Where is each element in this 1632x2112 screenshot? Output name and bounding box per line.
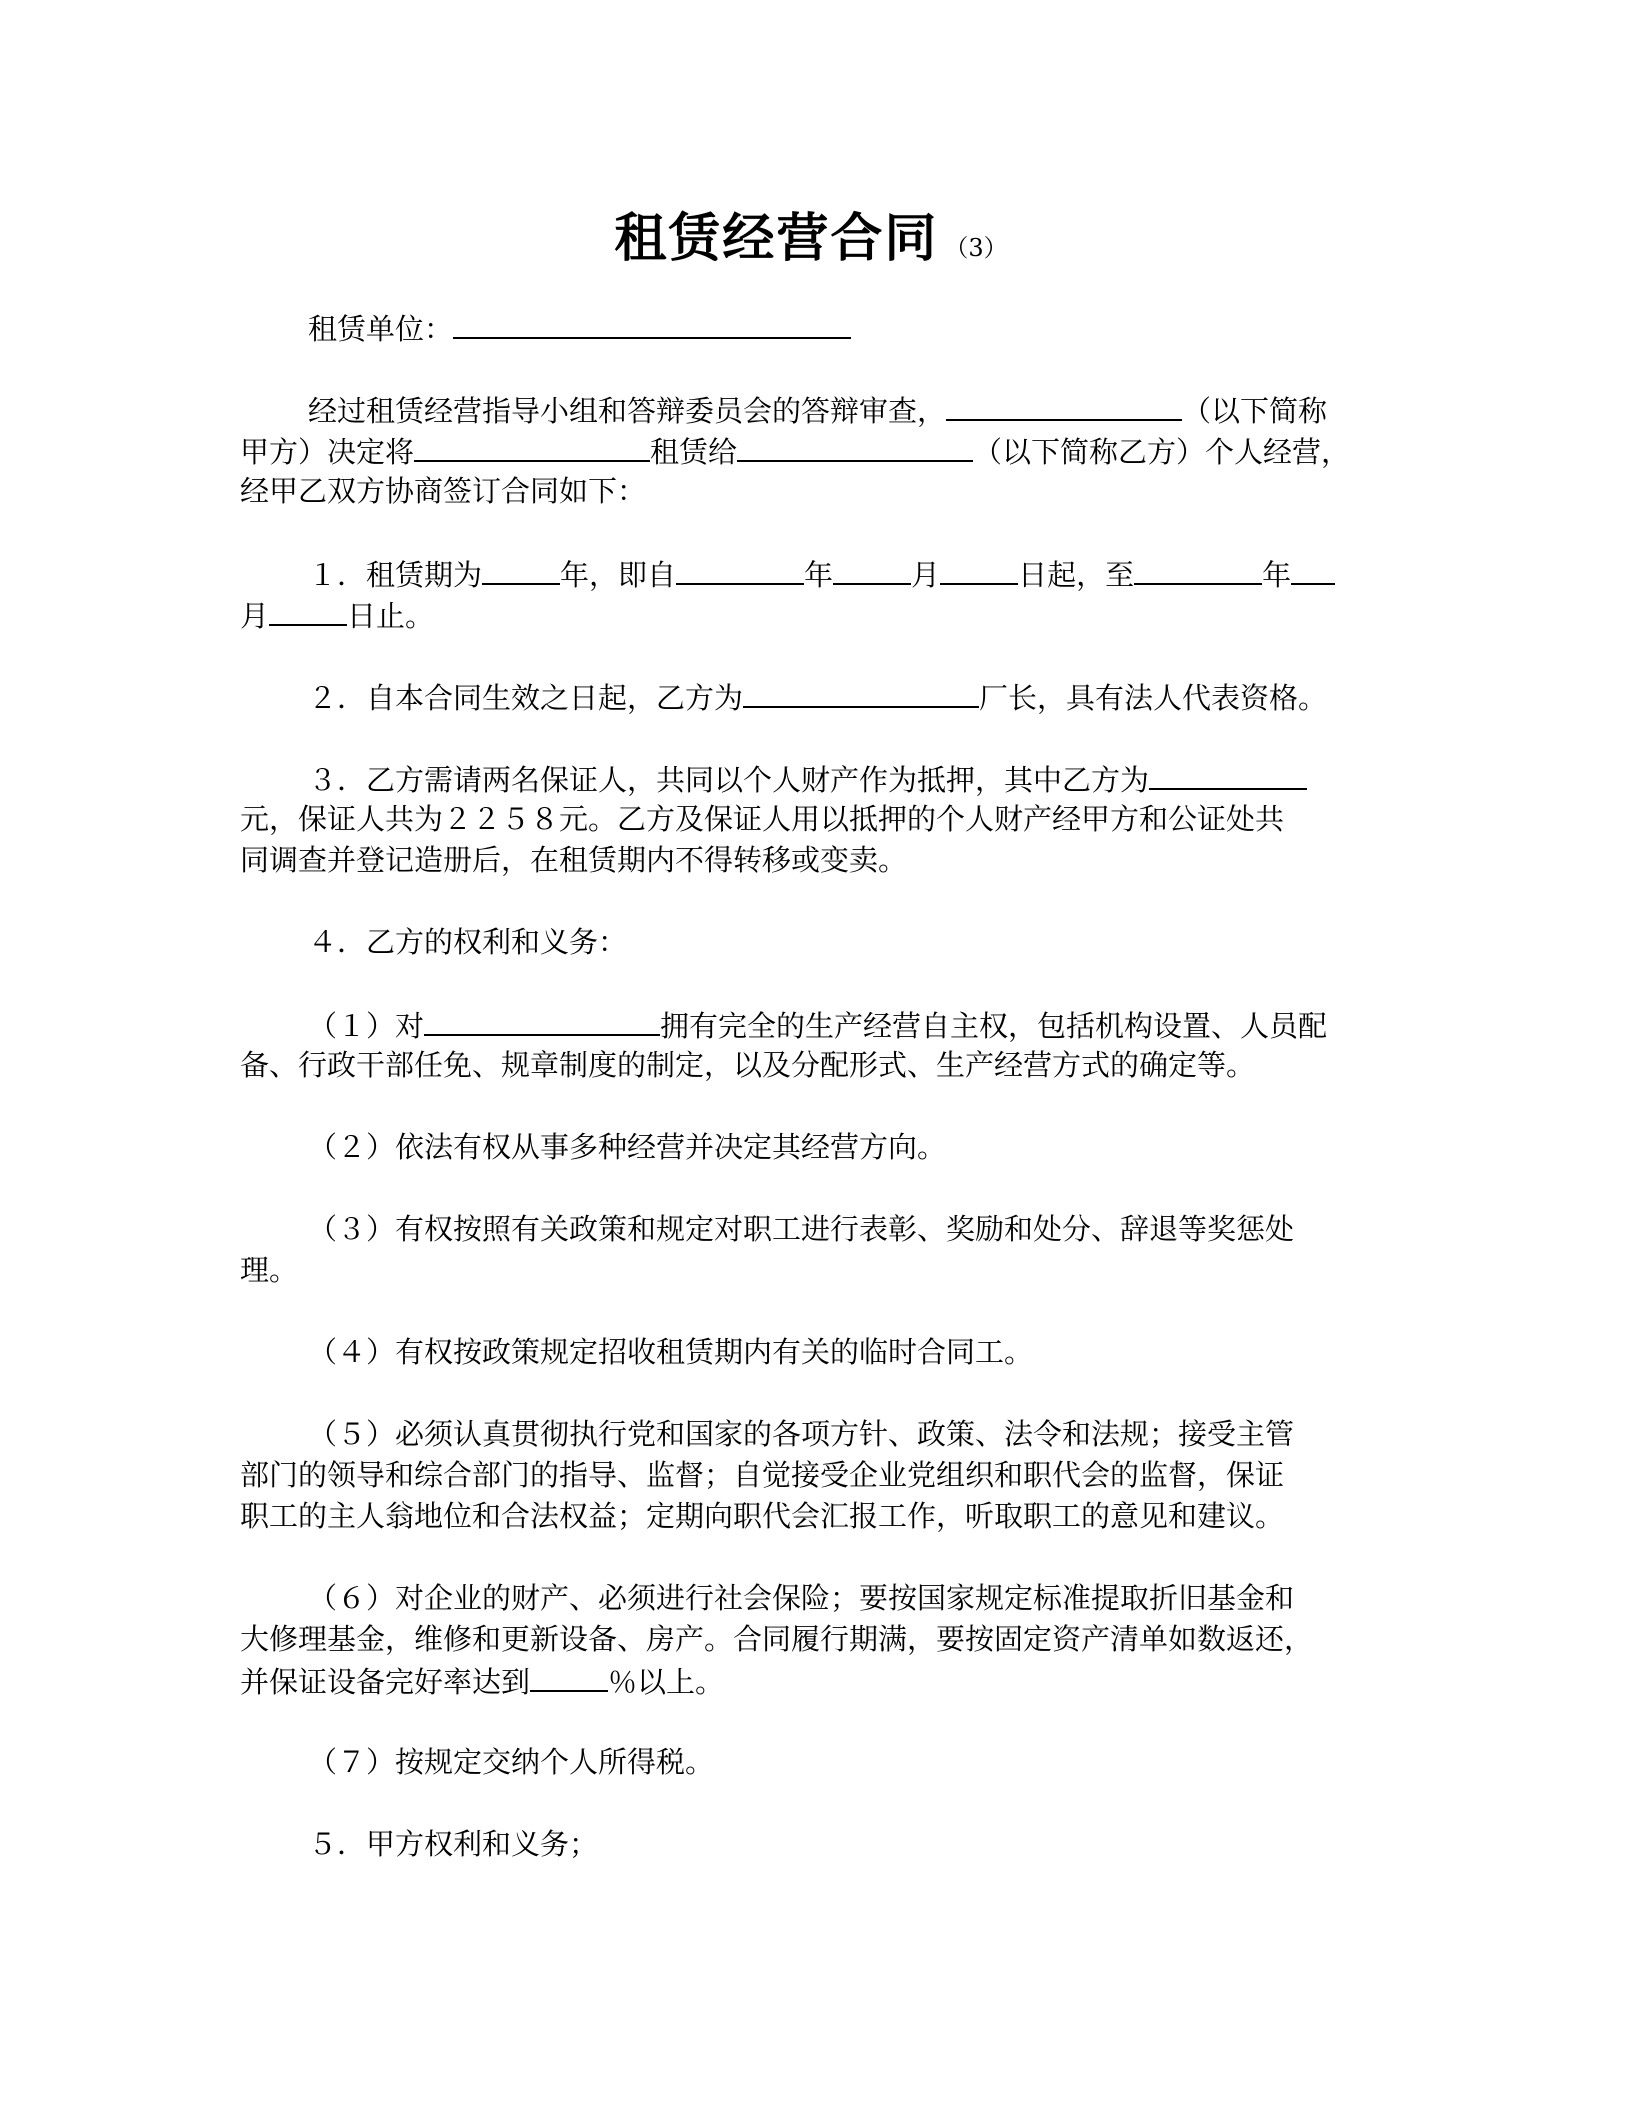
leased-object-blank — [414, 430, 650, 462]
intro-text-2c: （以下简称乙方）个人经营， — [973, 435, 1351, 469]
clause-3-line-2 — [240, 799, 1382, 840]
clause-1-line-1 — [240, 553, 1450, 596]
item-1-text-a: （１）对 — [308, 1009, 425, 1043]
clause-4-item-3-line-2 — [240, 1250, 1382, 1291]
clause-4-heading-text: ４．乙方的权利和义务： — [308, 925, 628, 959]
lessor-unit-blank — [453, 307, 851, 339]
clause-1-text-a: １．租赁期为 — [308, 558, 483, 592]
clause-2-text-a: ２．自本合同生效之日起，乙方为 — [308, 681, 744, 715]
item-7-text: （７）按规定交纳个人所得税。 — [308, 1745, 715, 1779]
clause-1-text-b: 年，即自 — [560, 558, 677, 592]
start-month-blank — [833, 553, 911, 585]
enterprise-blank — [424, 1004, 660, 1036]
intro-text-2b: 租赁给 — [650, 435, 738, 469]
item-1-text-b: 拥有完全的生产经营自主权，包括机构设置、人员配 — [660, 1009, 1328, 1043]
clause-3-text-a: ３．乙方需请两名保证人，共同以个人财产作为抵押，其中乙方为 — [308, 763, 1150, 797]
intro-line-3 — [240, 471, 1382, 512]
clause-4-item-5-line-2 — [240, 1455, 1382, 1496]
clause-4-item-1-line-1 — [240, 1004, 1450, 1047]
clause-1-text-c: 年 — [804, 558, 834, 592]
end-month-blank — [1291, 553, 1335, 585]
clause-4-item-5-line-1 — [240, 1414, 1450, 1455]
clause-1-text-e: 日起，至 — [1018, 558, 1135, 592]
clause-4-item-2 — [240, 1127, 1450, 1168]
clause-1-text-g: 月 — [240, 599, 270, 633]
item-5-text-3: 职工的主人翁地位和合法权益；定期向职代会汇报工作，听取职工的意见和建议。 — [240, 1499, 1285, 1533]
item-2-text: （２）依法有权从事多种经营并决定其经营方向。 — [308, 1130, 947, 1164]
item-3-text-2: 理。 — [240, 1253, 299, 1287]
start-day-blank — [940, 553, 1018, 585]
document-title — [240, 196, 1382, 271]
item-6-text-1: （６）对企业的财产、必须进行社会保险；要按国家规定标准提取折旧基金和 — [308, 1581, 1295, 1615]
clause-4-item-6-line-3 — [240, 1660, 1382, 1703]
director-blank — [743, 676, 979, 708]
clause-2 — [240, 676, 1450, 719]
item-6-text-3b: ％以上。 — [608, 1665, 725, 1699]
term-years-blank — [482, 553, 560, 585]
party-b-amount-blank — [1149, 758, 1307, 790]
party-b-blank — [737, 430, 973, 462]
item-4-text: （４）有权按政策规定招收租赁期内有关的临时合同工。 — [308, 1335, 1034, 1369]
end-day-blank — [269, 594, 347, 626]
item-3-text-1: （３）有权按照有关政策和规定对职工进行表彰、奖励和处分、辞退等奖惩处 — [308, 1212, 1295, 1246]
intro-text-1-end: （以下简称 — [1182, 394, 1328, 428]
item-1-text-2: 备、行政干部任免、规章制度的制定，以及分配形式、生产经营方式的确定等。 — [240, 1048, 1256, 1082]
lessor-unit-label: 租赁单位： — [308, 312, 454, 346]
item-6-text-2: 大修理基金，维修和更新设备、房产。合同履行期满，要按固定资产清单如数返还， — [240, 1622, 1314, 1656]
equipment-rate-blank — [530, 1660, 608, 1692]
intro-line-1 — [240, 389, 1450, 432]
clause-4-item-4 — [240, 1332, 1450, 1373]
clause-4-item-7 — [240, 1742, 1450, 1783]
lessor-unit-line — [240, 307, 1450, 350]
intro-text-3: 经甲乙双方协商签订合同如下： — [240, 474, 647, 508]
intro-text-2a: 甲方）决定将 — [240, 435, 415, 469]
clause-3-line-3 — [240, 840, 1382, 881]
clause-5-heading-text: ５．甲方权利和义务； — [308, 1827, 599, 1861]
clause-4-item-6-line-2 — [240, 1619, 1382, 1660]
intro-text-1: 经过租赁经营指导小组和答辩委员会的答辩审查， — [308, 394, 947, 428]
title-suffix: （3） — [944, 234, 1008, 262]
clause-4-item-3-line-1 — [240, 1209, 1450, 1250]
clause-4-item-6-line-1 — [240, 1578, 1450, 1619]
clause-1-line-2 — [240, 594, 1382, 637]
clause-3-text-2: 元，保证人共为２２５８元。乙方及保证人用以抵押的个人财产经甲方和公证处共 — [240, 802, 1285, 836]
clause-4-item-5-line-3 — [240, 1496, 1382, 1537]
clause-1-text-f: 年 — [1262, 558, 1292, 592]
clause-5-heading — [240, 1824, 1450, 1865]
clause-4-heading — [240, 922, 1450, 963]
clause-1-text-d: 月 — [911, 558, 941, 592]
intro-line-2 — [240, 430, 1382, 473]
clause-4-item-1-line-2 — [240, 1045, 1382, 1086]
clause-1-text-h: 日止。 — [347, 599, 435, 633]
end-year-blank — [1134, 553, 1262, 585]
clause-3-line-1 — [240, 758, 1450, 801]
title-text: 租赁经营合同 — [614, 209, 939, 269]
start-year-blank — [676, 553, 804, 585]
clause-2-text-b: 厂长，具有法人代表资格。 — [979, 681, 1328, 715]
item-5-text-2: 部门的领导和综合部门的指导、监督；自觉接受企业党组织和职代会的监督，保证 — [240, 1458, 1285, 1492]
item-6-text-3a: 并保证设备完好率达到 — [240, 1665, 531, 1699]
party-a-blank — [946, 389, 1182, 421]
item-5-text-1: （５）必须认真贯彻执行党和国家的各项方针、政策、法令和法规；接受主管 — [308, 1417, 1295, 1451]
clause-3-text-3: 同调查并登记造册后，在租赁期内不得转移或变卖。 — [240, 843, 908, 877]
